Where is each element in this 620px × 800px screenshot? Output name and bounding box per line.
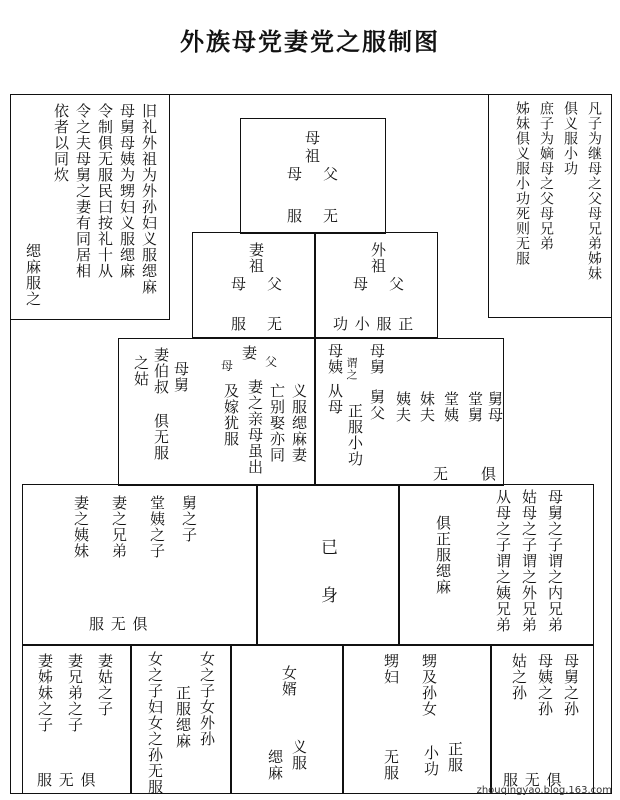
wsib-col-1: 舅之子 xyxy=(180,495,198,543)
dl-col-3: 女之子妇女之孙无服 xyxy=(146,651,164,795)
wp-father: 父 xyxy=(265,355,279,369)
sil-col-b: 义服 xyxy=(290,739,308,771)
og-foot: 功 小 服 正 xyxy=(333,315,415,333)
ms-col-11: 舅母 xyxy=(486,391,504,423)
note-left-col-2: 母舅母姨为甥妇义服缌麻 xyxy=(118,103,136,279)
note-left-bottom: 缌麻服之 xyxy=(24,243,42,307)
wg-foot-b: 无 xyxy=(267,315,284,333)
note-left-col-5: 依者以同炊 xyxy=(52,103,70,183)
ms-foot-b: 俱 xyxy=(481,465,498,483)
note-right-col-2: 俱义服小功 xyxy=(562,101,578,176)
self-a: 已 xyxy=(321,538,339,558)
ng-col-1: 甥及孙女 xyxy=(420,653,438,717)
og-outer: 外 xyxy=(371,241,388,259)
cousin-col-1: 母舅之子谓之内兄弟 xyxy=(546,489,564,633)
ms-col-8: 妹夫 xyxy=(418,391,436,423)
wsib-col-4: 妻之姨妹 xyxy=(72,495,90,559)
og-father: 父 xyxy=(389,275,406,293)
note-left-col-3: 令制俱无服民曰按礼十从 xyxy=(96,103,114,279)
box-wife-parents xyxy=(118,338,316,486)
wg-father: 父 xyxy=(267,275,284,293)
wp-col-6: 义服缌麻妻 xyxy=(290,383,308,463)
wn-col-2: 妻兄弟之子 xyxy=(66,653,84,733)
dl-col-1: 女之子女外孙 xyxy=(198,651,216,747)
note-right-col-1: 凡子为继母之父母兄弟姊妹 xyxy=(586,101,602,281)
ms-col-6: 舅父 xyxy=(368,389,386,421)
ms-col-5: 正服小功 xyxy=(346,403,364,467)
gc-foot: 服 无 俱 xyxy=(503,771,563,789)
cousin-col-4: 俱正服缌麻 xyxy=(434,515,452,595)
ms-col-1: 母舅 xyxy=(368,343,386,375)
wn-foot: 服 无 俱 xyxy=(37,771,97,789)
mg-grand: 祖 xyxy=(305,147,322,165)
ms-col-10: 堂舅 xyxy=(466,391,484,423)
gc-col-2: 母姨之孙 xyxy=(536,653,554,717)
ms-col-7: 姨夫 xyxy=(394,391,412,423)
sil-title: 女婿 xyxy=(280,665,298,697)
ms-col-4: 从母 xyxy=(326,383,344,415)
wp-mother: 母 xyxy=(221,359,235,373)
cousin-col-3: 从母之子谓之姨兄弟 xyxy=(494,489,512,633)
wsib-col-2: 堂姨之子 xyxy=(148,495,166,559)
ms-col-9: 堂姨 xyxy=(442,391,460,423)
mg-mother: 母 xyxy=(305,129,322,147)
wg-grand: 祖 xyxy=(249,257,266,275)
box-grandchildren xyxy=(490,644,594,794)
og-mother: 母 xyxy=(353,275,370,293)
wp-col-1: 母舅 xyxy=(172,361,190,393)
box-nephew-granddaughter xyxy=(342,644,492,794)
ms-foot-a: 无 xyxy=(433,465,450,483)
note-right-col-4: 姊妹俱义服小功死则无服 xyxy=(514,101,530,266)
wsib-foot: 服 无 俱 xyxy=(89,615,149,633)
wp-col-5: 妻 xyxy=(240,345,258,361)
box-daughter-line xyxy=(130,644,232,794)
mg-grand-mother: 母 xyxy=(287,165,304,183)
wg-mother: 母 xyxy=(231,275,248,293)
og-grand: 祖 xyxy=(371,257,388,275)
box-maternal-grandparents xyxy=(240,118,386,234)
ng-col-4: 甥妇 xyxy=(382,653,400,685)
box-wife-grandparents xyxy=(192,232,316,338)
sil-col-c: 缌麻 xyxy=(266,749,284,781)
cousin-col-2: 姑母之子谓之外兄弟 xyxy=(520,489,538,633)
wp-col-8: 妻之亲母虽出 xyxy=(246,379,264,475)
ms-col-2: 母姨 xyxy=(326,343,344,375)
wg-foot-a: 服 xyxy=(231,315,248,333)
mg-foot-b: 无 xyxy=(323,207,340,225)
wp-col-2: 妻伯叔 xyxy=(152,347,170,395)
note-right-col-3: 庶子为嫡母之父母兄弟 xyxy=(538,101,554,251)
wp-col-9: 及嫁犹服 xyxy=(222,383,240,447)
gc-col-1: 母舅之孙 xyxy=(562,653,580,717)
wg-wife: 妻 xyxy=(249,241,266,259)
dl-col-2: 正服缌麻 xyxy=(174,685,192,749)
mg-foot-a: 服 xyxy=(287,207,304,225)
wp-col-7: 亡别娶亦同 xyxy=(268,383,286,463)
ng-col-3: 正服 xyxy=(446,741,464,773)
box-wife-siblings xyxy=(22,484,258,646)
wp-col-3: 之姑 xyxy=(132,355,150,387)
ng-col-2: 小功 xyxy=(422,745,440,777)
self-b: 身 xyxy=(321,586,339,606)
ms-col-3: 谓之 xyxy=(345,357,358,381)
wn-col-1: 妻姑之子 xyxy=(96,653,114,717)
box-outer-grandparents xyxy=(314,232,438,338)
box-wife-nephews xyxy=(22,644,132,794)
wn-col-3: 妻姊妹之子 xyxy=(36,653,54,733)
gc-col-3: 姑之孙 xyxy=(510,653,528,701)
note-left-col-4: 令之夫母舅之妻有同居相 xyxy=(74,103,92,279)
mg-grand-father: 父 xyxy=(323,165,340,183)
box-self xyxy=(256,484,400,646)
note-box-right xyxy=(488,94,612,318)
box-cousins xyxy=(398,484,594,646)
watermark: zhouqingyao.blog.163.com xyxy=(476,785,612,796)
wp-col-4: 俱无服 xyxy=(152,413,170,461)
page-title: 外族母党妻党之服制图 xyxy=(180,27,440,56)
wsib-col-3: 妻之兄弟 xyxy=(110,495,128,559)
box-son-in-law xyxy=(230,644,344,794)
note-box-left xyxy=(10,94,170,320)
ng-col-5: 无服 xyxy=(382,749,400,781)
box-mother-siblings xyxy=(314,338,504,486)
note-left-col-1: 旧礼外祖为外孙妇义服缌麻 xyxy=(140,103,158,295)
